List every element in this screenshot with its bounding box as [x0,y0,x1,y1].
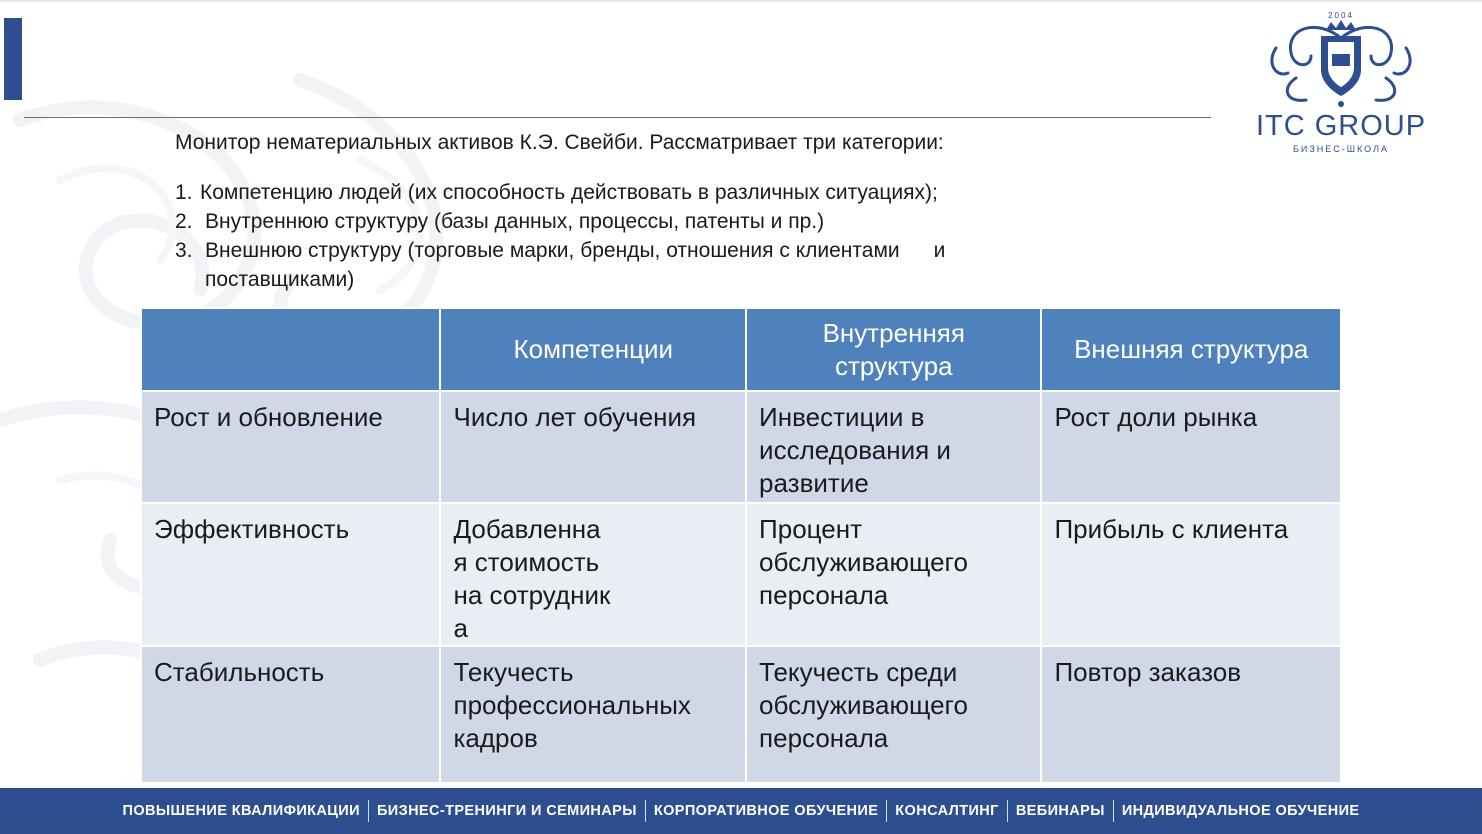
list-text: Внутреннюю структуру (базы данных, процессы, патенты и пр.) [205,210,825,233]
header-cell [141,308,440,391]
intro-text: Монитор нематериальных активов К.Э. Свейби. Рассматривает три категории: [175,131,944,154]
header-cell: Внешняя структура [1041,308,1341,391]
cell-text: Инвестиции в исследования и развитие [759,402,951,498]
table-cell [746,503,1041,646]
cell-text: Добавленная стоимость на сотрудника [453,514,611,643]
list-item [175,207,1115,236]
accent-bar [4,18,22,100]
table-cell [440,646,746,783]
table-cell [746,646,1041,783]
list-item [175,236,1115,294]
header-cell [746,308,1041,391]
list-text: Компетенцию людей (их способность действовать в различных ситуациях); [200,181,938,204]
table-row [141,391,1341,503]
categories-list [175,178,1115,294]
crest-icon [1266,8,1416,108]
footer-item[interactable]: ПОВЫШЕНИЕ КВАЛИФИКАЦИИ [122,803,360,819]
metrics-table [140,307,1342,784]
footer-item[interactable]: ВЕБИНАРЫ [1015,803,1105,819]
logo-year: 2004 [1328,11,1354,20]
cell-text: Текучесть среди обслуживающего персонала [759,657,968,753]
footer-divider [1007,800,1008,822]
list-text: Внешнюю структуру (торговые марки, бренды, отношения с клиентами [205,239,900,262]
table-header-row [141,308,1341,391]
table-cell: Рост доли рынка [1041,391,1341,503]
logo-subtitle: БИЗНЕС-ШКОЛА [1292,144,1389,154]
footer-item[interactable]: ИНДИВИДУАЛЬНОЕ ОБУЧЕНИЕ [1121,803,1360,819]
row-label: Стабильность [141,646,440,783]
footer-item[interactable]: КОНСАЛТИНГ [895,803,999,819]
footer-divider [1113,800,1114,822]
table-row [141,646,1341,783]
itc-group-logo [1238,8,1444,154]
table-cell: Прибыль с клиента [1041,503,1341,646]
table-cell: Число лет обучения [440,391,746,503]
table-cell [746,391,1041,503]
footer-divider [368,800,369,822]
top-frame-line [0,0,1482,2]
footer-divider [886,800,887,822]
row-label: Рост и обновление [141,391,440,503]
footer-item[interactable]: БИЗНЕС-ТРЕНИНГИ И СЕМИНАРЫ [376,803,637,819]
footer-item[interactable]: КОРПОРАТИВНОЕ ОБУЧЕНИЕ [653,803,879,819]
list-number: 1. [175,181,193,204]
list-text: поставщиками) [205,268,355,291]
cell-text: Процент обслуживающего персонала [759,514,968,610]
logo-wordmark: ITC GROUP [1255,110,1427,142]
footer-divider [645,800,646,822]
footer-bar [0,788,1482,834]
list-number: 3. [175,239,193,262]
header-text: Внутренняя структура [822,317,965,381]
list-item [175,178,1115,207]
table-row [141,503,1341,646]
list-text: и [933,239,946,262]
header-cell: Компетенции [440,308,746,391]
header-divider [24,117,1211,118]
table-cell [440,503,746,646]
row-label: Эффективность [141,503,440,646]
table-cell: Повтор заказов [1041,646,1341,783]
list-number: 2. [175,210,193,233]
cell-text: Текучесть профессиональных кадров [453,657,691,753]
